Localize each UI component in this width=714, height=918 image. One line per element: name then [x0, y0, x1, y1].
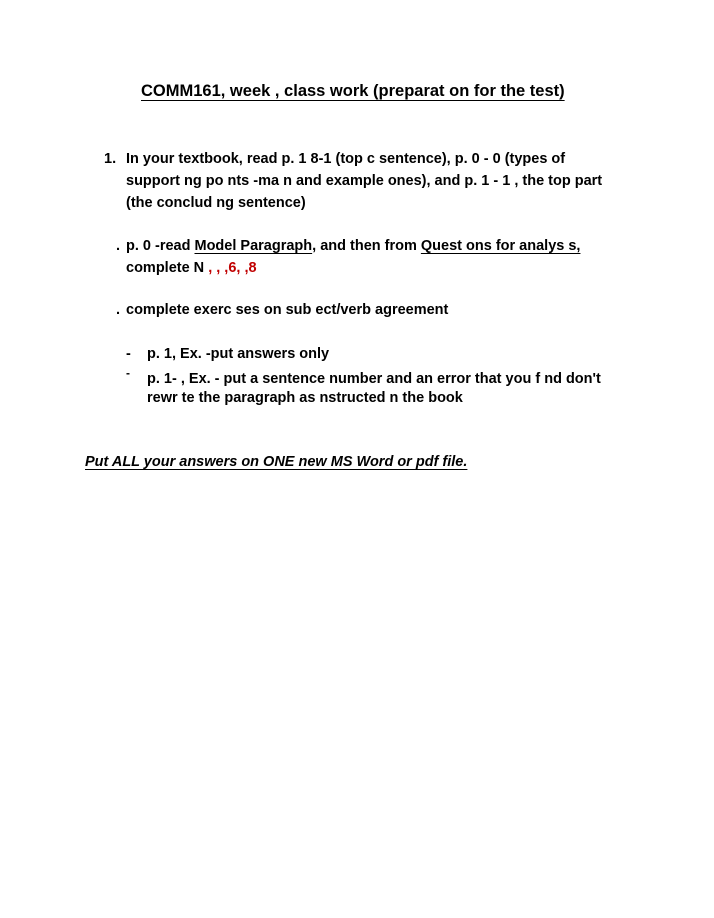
subitem-1-bullet: -: [126, 346, 131, 362]
item-2-number: .: [116, 238, 121, 254]
item-2-complete-text: complete N: [126, 260, 209, 276]
item-2-text-a: p. 0 -read: [126, 238, 195, 254]
item-1-number: 1.: [104, 151, 117, 167]
item-3-number: .: [116, 302, 121, 318]
subitem-2-line-1: p. 1- , Ex. - put a sentence number and an error that you f nd don't: [147, 371, 601, 387]
subitem-1-text: p. 1, Ex. -put answers only: [147, 346, 330, 362]
item-1-line-2: support ng po nts -ma n and example ones), and p. 1 - 1 , the top part: [126, 173, 603, 189]
subitem-2-bullet: -: [126, 366, 130, 380]
subitem-2-line-2: rewr te the paragraph as nstructed n the book: [147, 390, 463, 406]
item-2-line-2: [126, 258, 257, 278]
item-2-text-b: , and then from: [312, 238, 421, 254]
footer-instruction: Put ALL your answers on ONE new MS Word or pdf file.: [85, 454, 468, 470]
item-1-line-3: (the conclud ng sentence): [126, 195, 306, 211]
item-2-line-1: [126, 236, 580, 256]
item-2-question-numbers: , , ,6, ,8: [208, 260, 257, 276]
page-title: COMM161, week , class work (preparat on for the test): [141, 82, 565, 100]
questions-for-analysis-link: Quest ons for analys s,: [420, 238, 581, 254]
item-1-line-1: In your textbook, read p. 1 8-1 (top c sentence), p. 0 - 0 (types of: [126, 151, 566, 167]
model-paragraph-link: Model Paragraph: [194, 238, 313, 254]
item-3-text: complete exerc ses on sub ect/verb agreement: [126, 302, 449, 318]
